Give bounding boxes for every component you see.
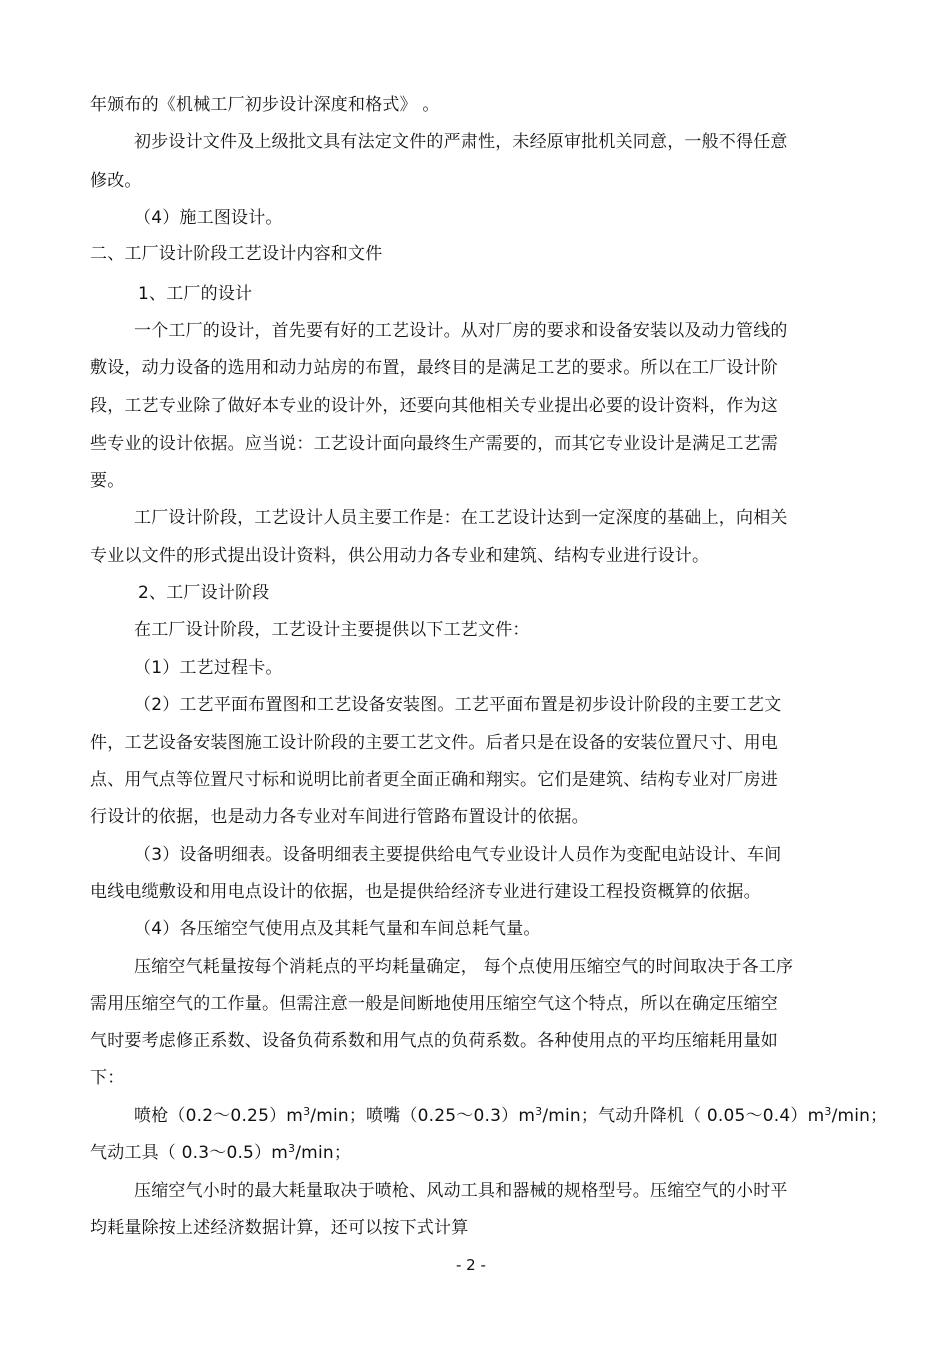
text-line: 电线电缆敷设和用电点设计的依据，也是提供给经济专业进行建设工程投资概算的依据。	[90, 882, 761, 902]
text-line: 段，工艺专业除了做好本专业的设计外，还要向其他相关专业提出必要的设计资料，作为这	[90, 396, 778, 416]
text-line: 修改。	[90, 171, 142, 191]
text-line: 压缩空气耗量按每个消耗点的平均耗量确定， 每个点使用压缩空气的时间取决于各工序	[134, 957, 794, 977]
text-line: （3）设备明细表。设备明细表主要提供给电气专业设计人员作为变配电站设计、车间	[134, 845, 782, 865]
text-line: 工厂设计阶段，工艺设计人员主要工作是：在工艺设计达到一定深度的基础上，向相关	[134, 508, 788, 528]
text-line: 要。	[90, 471, 125, 491]
section-heading: 二、工厂设计阶段工艺设计内容和文件	[90, 244, 383, 264]
text-line: 气时要考虑修正系数、设备负荷系数和用气点的负荷系数。各种使用点的平均压缩耗用量如	[90, 1031, 778, 1051]
formula-line: 气动工具（ $0.3\sim 0.5)m^3/\min$；	[90, 1142, 352, 1163]
text-line: 专业以文件的形式提出设计资料，供公用动力各专业和建筑、结构专业进行设计。	[90, 546, 710, 566]
text-line: 件，工艺设备安装图施工设计阶段的主要工艺文件。后者只是在设备的安装位置尺寸、用电	[90, 733, 778, 753]
text-line: （2）工艺平面布置图和工艺设备安装图。工艺平面布置是初步设计阶段的主要工艺文	[134, 695, 782, 715]
text-line: （1）工艺过程卡。	[134, 658, 283, 678]
text-line: 行设计的依据，也是动力各专业对车间进行管路布置设计的依据。	[90, 807, 589, 827]
text-line: 均耗量除按上述经济数据计算，还可以按下式计算	[90, 1218, 469, 1238]
text-line: 点、用气点等位置尺寸标和说明比前者更全面正确和翔实。它们是建筑、结构专业对厂房进	[90, 770, 778, 790]
subsection-heading: 1、工厂的设计	[138, 284, 253, 304]
text-line: 下：	[90, 1068, 125, 1088]
text-line: 需用压缩空气的工作量。但需注意一般是间断地使用压缩空气这个特点，所以在确定压缩空	[90, 994, 778, 1014]
subsection-heading: 2、工厂设计阶段	[138, 583, 270, 603]
text-line: 在工厂设计阶段，工艺设计主要提供以下工艺文件：	[134, 620, 530, 640]
text-line: 些专业的设计依据。应当说：工艺设计面向最终生产需要的，而其它专业设计是满足工艺需	[90, 434, 778, 454]
text-line: 年颁布的《机械工厂初步设计深度和格式》 。	[90, 95, 440, 115]
page-number: - 2 -	[456, 1256, 486, 1274]
formula-line: 喷枪$(0.2\sim 0.25)m^3/\min$；喷嘴$(0.25\sim 0.3)m^3/\min$；气动升降机（ $0.05\sim 0.4)m^3/\min$；	[134, 1105, 888, 1126]
text-line: 敷设，动力设备的选用和动力站房的布置，最终目的是满足工艺的要求。所以在工厂设计阶	[90, 358, 778, 378]
text-line: （4）施工图设计。	[134, 208, 283, 228]
text-line: 压缩空气小时的最大耗量取决于喷枪、风动工具和器械的规格型号。压缩空气的小时平	[134, 1181, 788, 1201]
text-line: 初步设计文件及上级批文具有法定文件的严肃性，未经原审批机关同意，一般不得任意	[134, 132, 788, 152]
text-line: 一个工厂的设计，首先要有好的工艺设计。从对厂房的要求和设备安装以及动力管线的	[134, 321, 788, 341]
text-line: （4）各压缩空气使用点及其耗气量和车间总耗气量。	[134, 919, 541, 939]
